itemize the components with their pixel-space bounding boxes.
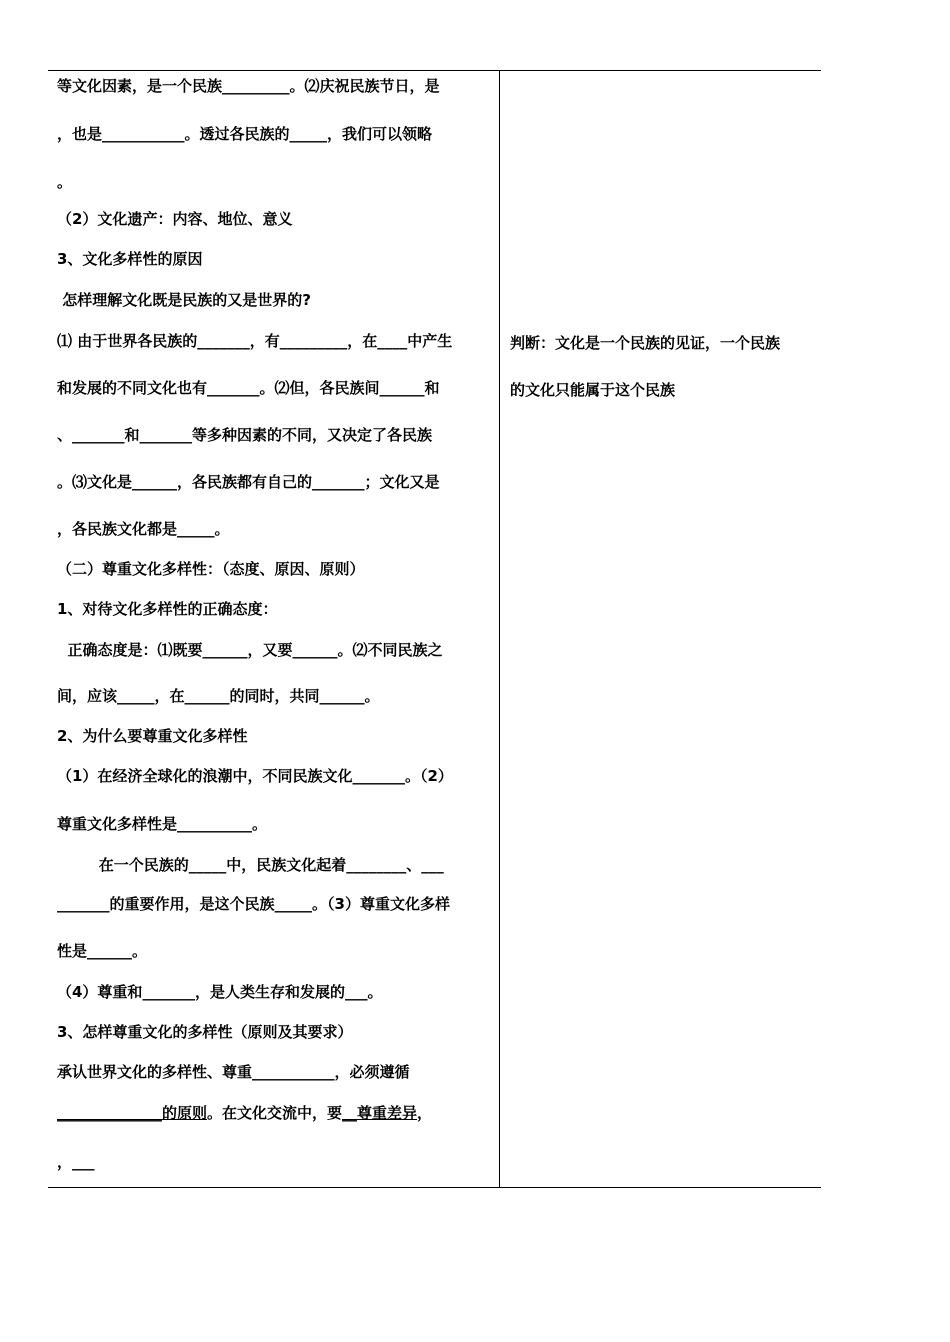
judgment-line: 判断：文化是一个民族的见证，一个民族 (510, 334, 781, 352)
section-heading: 3、文化多样性的原因 (57, 250, 203, 268)
text-span: ， (417, 1104, 433, 1122)
text-line: 尊重文化多样性是__________。 (57, 815, 268, 833)
text-line: 性是______。 (57, 942, 148, 960)
text-line (57, 1103, 432, 1123)
column-divider (499, 70, 500, 1188)
table-top-border (48, 70, 821, 71)
text-line: （4）尊重和_______，是人类生存和发展的___。 (57, 983, 383, 1001)
underlined-blank: ______________的原则 (57, 1104, 208, 1122)
question-line: 怎样理解文化既是民族的又是世界的? (57, 291, 311, 309)
underlined-answer: __尊重差异 (342, 1104, 418, 1122)
text-line: 正确态度是：⑴既要______，又要______。⑵不同民族之 (57, 641, 443, 659)
section-heading: （二）尊重文化多样性：（态度、原因、原则） (57, 560, 365, 578)
text-line: ⑴ 由于世界各民族的_______，有_________，在____中产生 (57, 332, 453, 350)
section-heading: （2）文化遗产：内容、地位、意义 (57, 210, 293, 228)
text-line: 等文化因素，是一个民族_________。⑵庆祝民族节日，是 (57, 77, 440, 95)
text-line: 。⑶文化是______，各民族都有自己的_______；文化又是 (57, 473, 440, 491)
table-bottom-border (48, 1187, 821, 1188)
text-line: 承认世界文化的多样性、尊重___________，必须遵循 (57, 1063, 410, 1081)
text-line: _______的重要作用，是这个民族_____。（3）尊重文化多样 (57, 895, 450, 913)
text-line: ，也是___________。透过各民族的_____，我们可以领略 (57, 125, 433, 143)
text-line: ，各民族文化都是_____。 (57, 520, 230, 538)
text-line: 和发展的不同文化也有_______。⑵但，各民族间______和 (57, 379, 440, 397)
text-line: ，___ (57, 1153, 95, 1171)
text-line: 在一个民族的_____中，民族文化起着________、___ (57, 856, 444, 874)
text-span: 。在文化交流中，要 (207, 1104, 343, 1122)
text-line: 。 (57, 173, 73, 191)
judgment-line: 的文化只能属于这个民族 (510, 381, 676, 399)
section-heading: 2、为什么要尊重文化多样性 (57, 727, 248, 745)
text-line: 、_______和_______等多种因素的不同，又决定了各民族 (57, 426, 433, 444)
section-heading: 1、对待文化多样性的正确态度： (57, 600, 278, 618)
text-line: 间，应该_____，在______的同时，共同______。 (57, 687, 380, 705)
section-heading: 3、怎样尊重文化的多样性（原则及其要求） (57, 1023, 353, 1041)
text-line: （1）在经济全球化的浪潮中，不同民族文化_______。（2） (57, 767, 453, 785)
